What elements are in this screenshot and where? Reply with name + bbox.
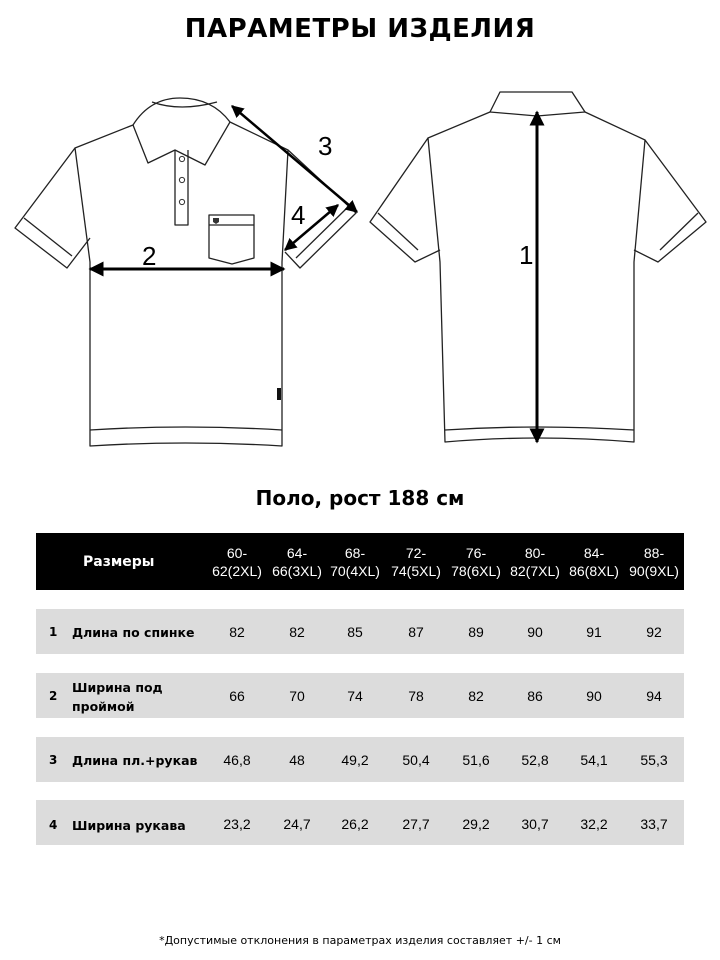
- row-label: Длина пл.+рукав: [72, 753, 198, 768]
- size-column-header: 88- 90(9XL): [629, 545, 679, 579]
- table-cell: 33,7: [640, 816, 668, 832]
- table-row: [36, 673, 684, 718]
- table-row: [36, 737, 684, 782]
- table-cell: 24,7: [283, 816, 311, 832]
- table-cell: 82: [468, 688, 484, 704]
- sizes-header-label: Размеры: [83, 554, 155, 570]
- table-cell: 51,6: [462, 752, 490, 768]
- table-cell: 94: [646, 688, 662, 704]
- size-column-header: 84- 86(8XL): [569, 545, 619, 579]
- size-column-header: 80- 82(7XL): [510, 545, 560, 579]
- measure-label-4: 4: [291, 200, 306, 230]
- table-cell: 52,8: [521, 752, 549, 768]
- table-cell: 90: [586, 688, 602, 704]
- table-cell: 90: [527, 624, 543, 640]
- row-number: 1: [49, 625, 58, 639]
- table-cell: 55,3: [640, 752, 668, 768]
- arrow-3-shoulder-sleeve: [232, 106, 357, 212]
- pocket-logo: [213, 218, 219, 224]
- front-placket-buttons: [179, 156, 184, 204]
- size-diagram: [0, 90, 720, 460]
- table-cell: 91: [586, 624, 602, 640]
- size-column-header: 72- 74(5XL): [391, 545, 441, 579]
- table-cell: 70: [289, 688, 305, 704]
- measure-label-1: 1: [519, 240, 534, 270]
- table-cell: 23,2: [223, 816, 251, 832]
- table-cell: 82: [289, 624, 305, 640]
- size-column-header: 68- 70(4XL): [330, 545, 380, 579]
- table-cell: 46,8: [223, 752, 251, 768]
- table-cell: 54,1: [580, 752, 608, 768]
- row-label: Длина по спинке: [72, 625, 195, 640]
- table-row: [36, 609, 684, 654]
- row-label: Ширина рукава: [72, 818, 186, 833]
- row-number: 3: [49, 753, 58, 767]
- row-number: 4: [49, 818, 58, 832]
- product-subtitle: Поло, рост 188 см: [255, 486, 465, 510]
- table-cell: 78: [408, 688, 424, 704]
- table-cell: 86: [527, 688, 543, 704]
- size-column-header: 76- 78(6XL): [451, 545, 501, 579]
- page-title: ПАРАМЕТРЫ ИЗДЕЛИЯ: [184, 14, 536, 44]
- size-table-header: [36, 533, 684, 590]
- table-cell: 82: [229, 624, 245, 640]
- table-cell: 66: [229, 688, 245, 704]
- row-label: Ширина под проймой: [72, 680, 163, 714]
- table-cell: 85: [347, 624, 363, 640]
- table-cell: 92: [646, 624, 662, 640]
- table-cell: 32,2: [580, 816, 608, 832]
- table-cell: 50,4: [402, 752, 430, 768]
- tolerance-footnote: *Допустимые отклонения в параметрах изделия составляет +/- 1 см: [159, 934, 561, 947]
- table-cell: 89: [468, 624, 484, 640]
- measure-label-3: 3: [318, 131, 333, 161]
- table-cell: 29,2: [462, 816, 490, 832]
- table-cell: 27,7: [402, 816, 430, 832]
- table-cell: 26,2: [341, 816, 369, 832]
- front-shirt-outline: [15, 98, 356, 446]
- row-number: 2: [49, 689, 58, 703]
- size-column-header: 60- 62(2XL): [212, 545, 262, 579]
- table-cell: 48: [289, 752, 305, 768]
- side-label-tag: [277, 388, 281, 400]
- table-row: [36, 800, 684, 845]
- table-cell: 49,2: [341, 752, 369, 768]
- measure-label-2: 2: [142, 241, 157, 271]
- table-cell: 74: [347, 688, 363, 704]
- table-cell: 30,7: [521, 816, 549, 832]
- table-cell: 87: [408, 624, 424, 640]
- size-column-header: 64- 66(3XL): [272, 545, 322, 579]
